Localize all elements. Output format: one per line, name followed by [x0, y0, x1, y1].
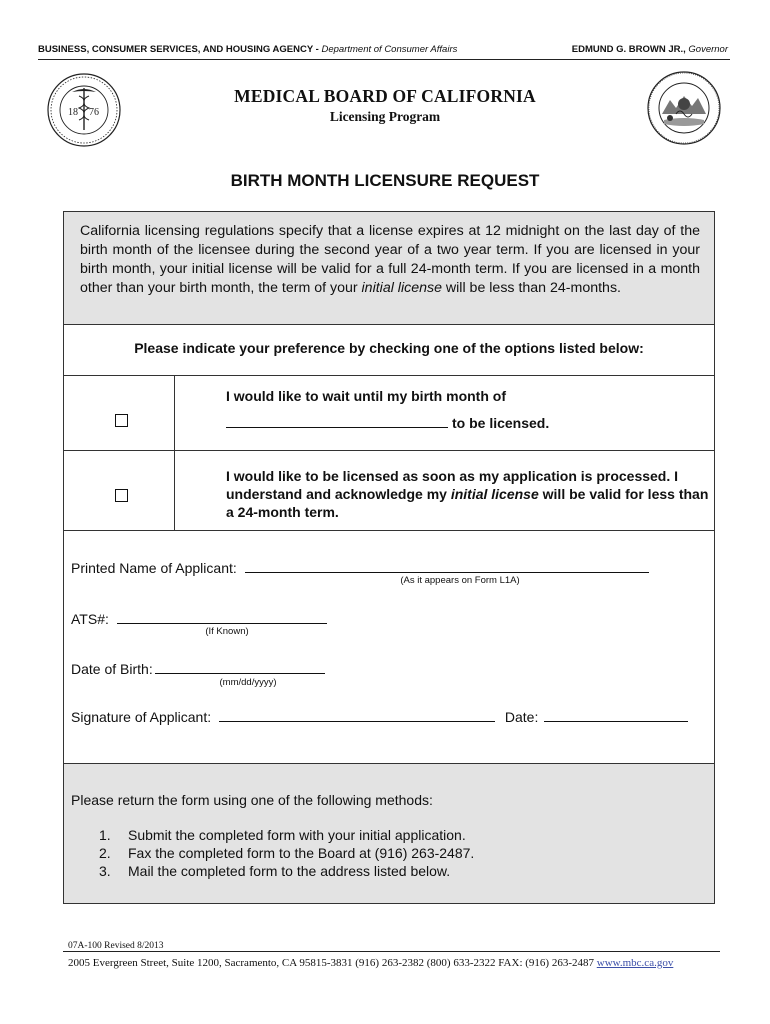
- intro-text-part1: California licensing regulations specify that a license expires at 12 midnight on the last day of the birth month of the licensee during the second year of a two year term. If you are licensed in your birth month, your initial license will be valid for a full 24-month term. If you are licensed in a month other than your birth month, the term of your: [80, 223, 700, 296]
- list-item-text: Mail the completed form to the address listed below.: [128, 863, 451, 879]
- intro-paragraph: [80, 222, 700, 298]
- intro-text-part2: will be less than 24-months.: [441, 280, 621, 296]
- ats-field[interactable]: [117, 609, 327, 624]
- form-number: 07A-100 Revised 8/2013: [68, 941, 164, 951]
- applicant-name-row: [71, 558, 649, 576]
- address-text: 2005 Evergreen Street, Suite 1200, Sacramento, CA 95815-3831 (916) 263-2382 (800) 633-2322 FAX: (916) 263-2487: [68, 957, 594, 969]
- footer-address: [68, 957, 673, 969]
- header-rule: [38, 59, 730, 60]
- birth-month-field[interactable]: [226, 414, 448, 428]
- option1-line2: [226, 414, 549, 432]
- applicant-name-label: Printed Name of Applicant:: [71, 560, 237, 576]
- program-name: Licensing Program: [329, 109, 441, 124]
- ats-row: [71, 609, 327, 627]
- medical-board-seal-icon: [46, 72, 122, 148]
- svg-text:18: 18: [68, 107, 78, 118]
- agency-separator: -: [313, 44, 322, 55]
- list-item: [99, 826, 474, 844]
- option2-text: [226, 467, 716, 521]
- governor-name: EDMUND G. BROWN JR.,: [571, 44, 686, 55]
- option2-text-part1: I would like to be licensed as soon as my application is processed. I understand and acknowledge my: [226, 468, 679, 502]
- agency-line: [38, 44, 457, 55]
- option2-checkbox[interactable]: [115, 489, 128, 502]
- signature-label: Signature of Applicant:: [71, 709, 212, 725]
- return-heading: Please return the form using one of the following methods:: [71, 792, 433, 808]
- option2-text-part2: will be valid for less than a 24-month term.: [226, 486, 709, 520]
- option2-emphasis: initial license: [450, 486, 539, 502]
- governor-title: Governor: [688, 44, 728, 55]
- option1-checkbox[interactable]: [115, 414, 128, 427]
- department-name: Department of Consumer Affairs: [321, 44, 458, 55]
- applicant-name-hint: (As it appears on Form L1A): [400, 575, 520, 586]
- list-item-number: 1.: [99, 827, 111, 843]
- state-of-california-seal-icon: [646, 70, 722, 146]
- form-title: BIRTH MONTH LICENSURE REQUEST: [230, 171, 540, 190]
- ats-hint: (If Known): [205, 626, 249, 637]
- list-item: [99, 862, 474, 880]
- list-item-number: 3.: [99, 863, 111, 879]
- option-column-divider: [174, 376, 175, 531]
- footer-rule: [63, 951, 720, 952]
- dob-label: Date of Birth:: [71, 661, 153, 677]
- option1-line1: I would like to wait until my birth month of: [226, 388, 506, 404]
- list-item-number: 2.: [99, 845, 111, 861]
- list-item: [99, 844, 474, 862]
- option1-suffix: to be licensed.: [452, 415, 550, 431]
- date-label: Date:: [504, 709, 539, 725]
- list-item-text: Submit the completed form with your initial application.: [128, 827, 466, 843]
- list-item-text: Fax the completed form to the Board at (916) 263-2487.: [128, 845, 475, 861]
- svg-text:76: 76: [89, 107, 99, 118]
- agency-name: BUSINESS, CONSUMER SERVICES, AND HOUSING AGENCY: [38, 44, 314, 55]
- date-field[interactable]: [544, 707, 688, 722]
- applicant-name-field[interactable]: [245, 558, 649, 573]
- dob-hint: (mm/dd/yyyy): [219, 677, 277, 688]
- agency-header: [38, 44, 728, 58]
- dob-row: [71, 659, 325, 677]
- preference-prompt: Please indicate your preference by checking one of the options listed below:: [134, 340, 644, 356]
- governor-line: [572, 44, 728, 55]
- signature-row: [71, 707, 688, 725]
- return-list: [99, 826, 474, 880]
- intro-emphasis: initial license: [361, 280, 442, 296]
- dob-field[interactable]: [155, 659, 325, 674]
- board-name: MEDICAL BOARD OF CALIFORNIA: [234, 86, 536, 106]
- signature-field[interactable]: [219, 707, 495, 722]
- ats-label: ATS#:: [71, 611, 109, 627]
- website-link[interactable]: www.mbc.ca.gov: [596, 957, 674, 969]
